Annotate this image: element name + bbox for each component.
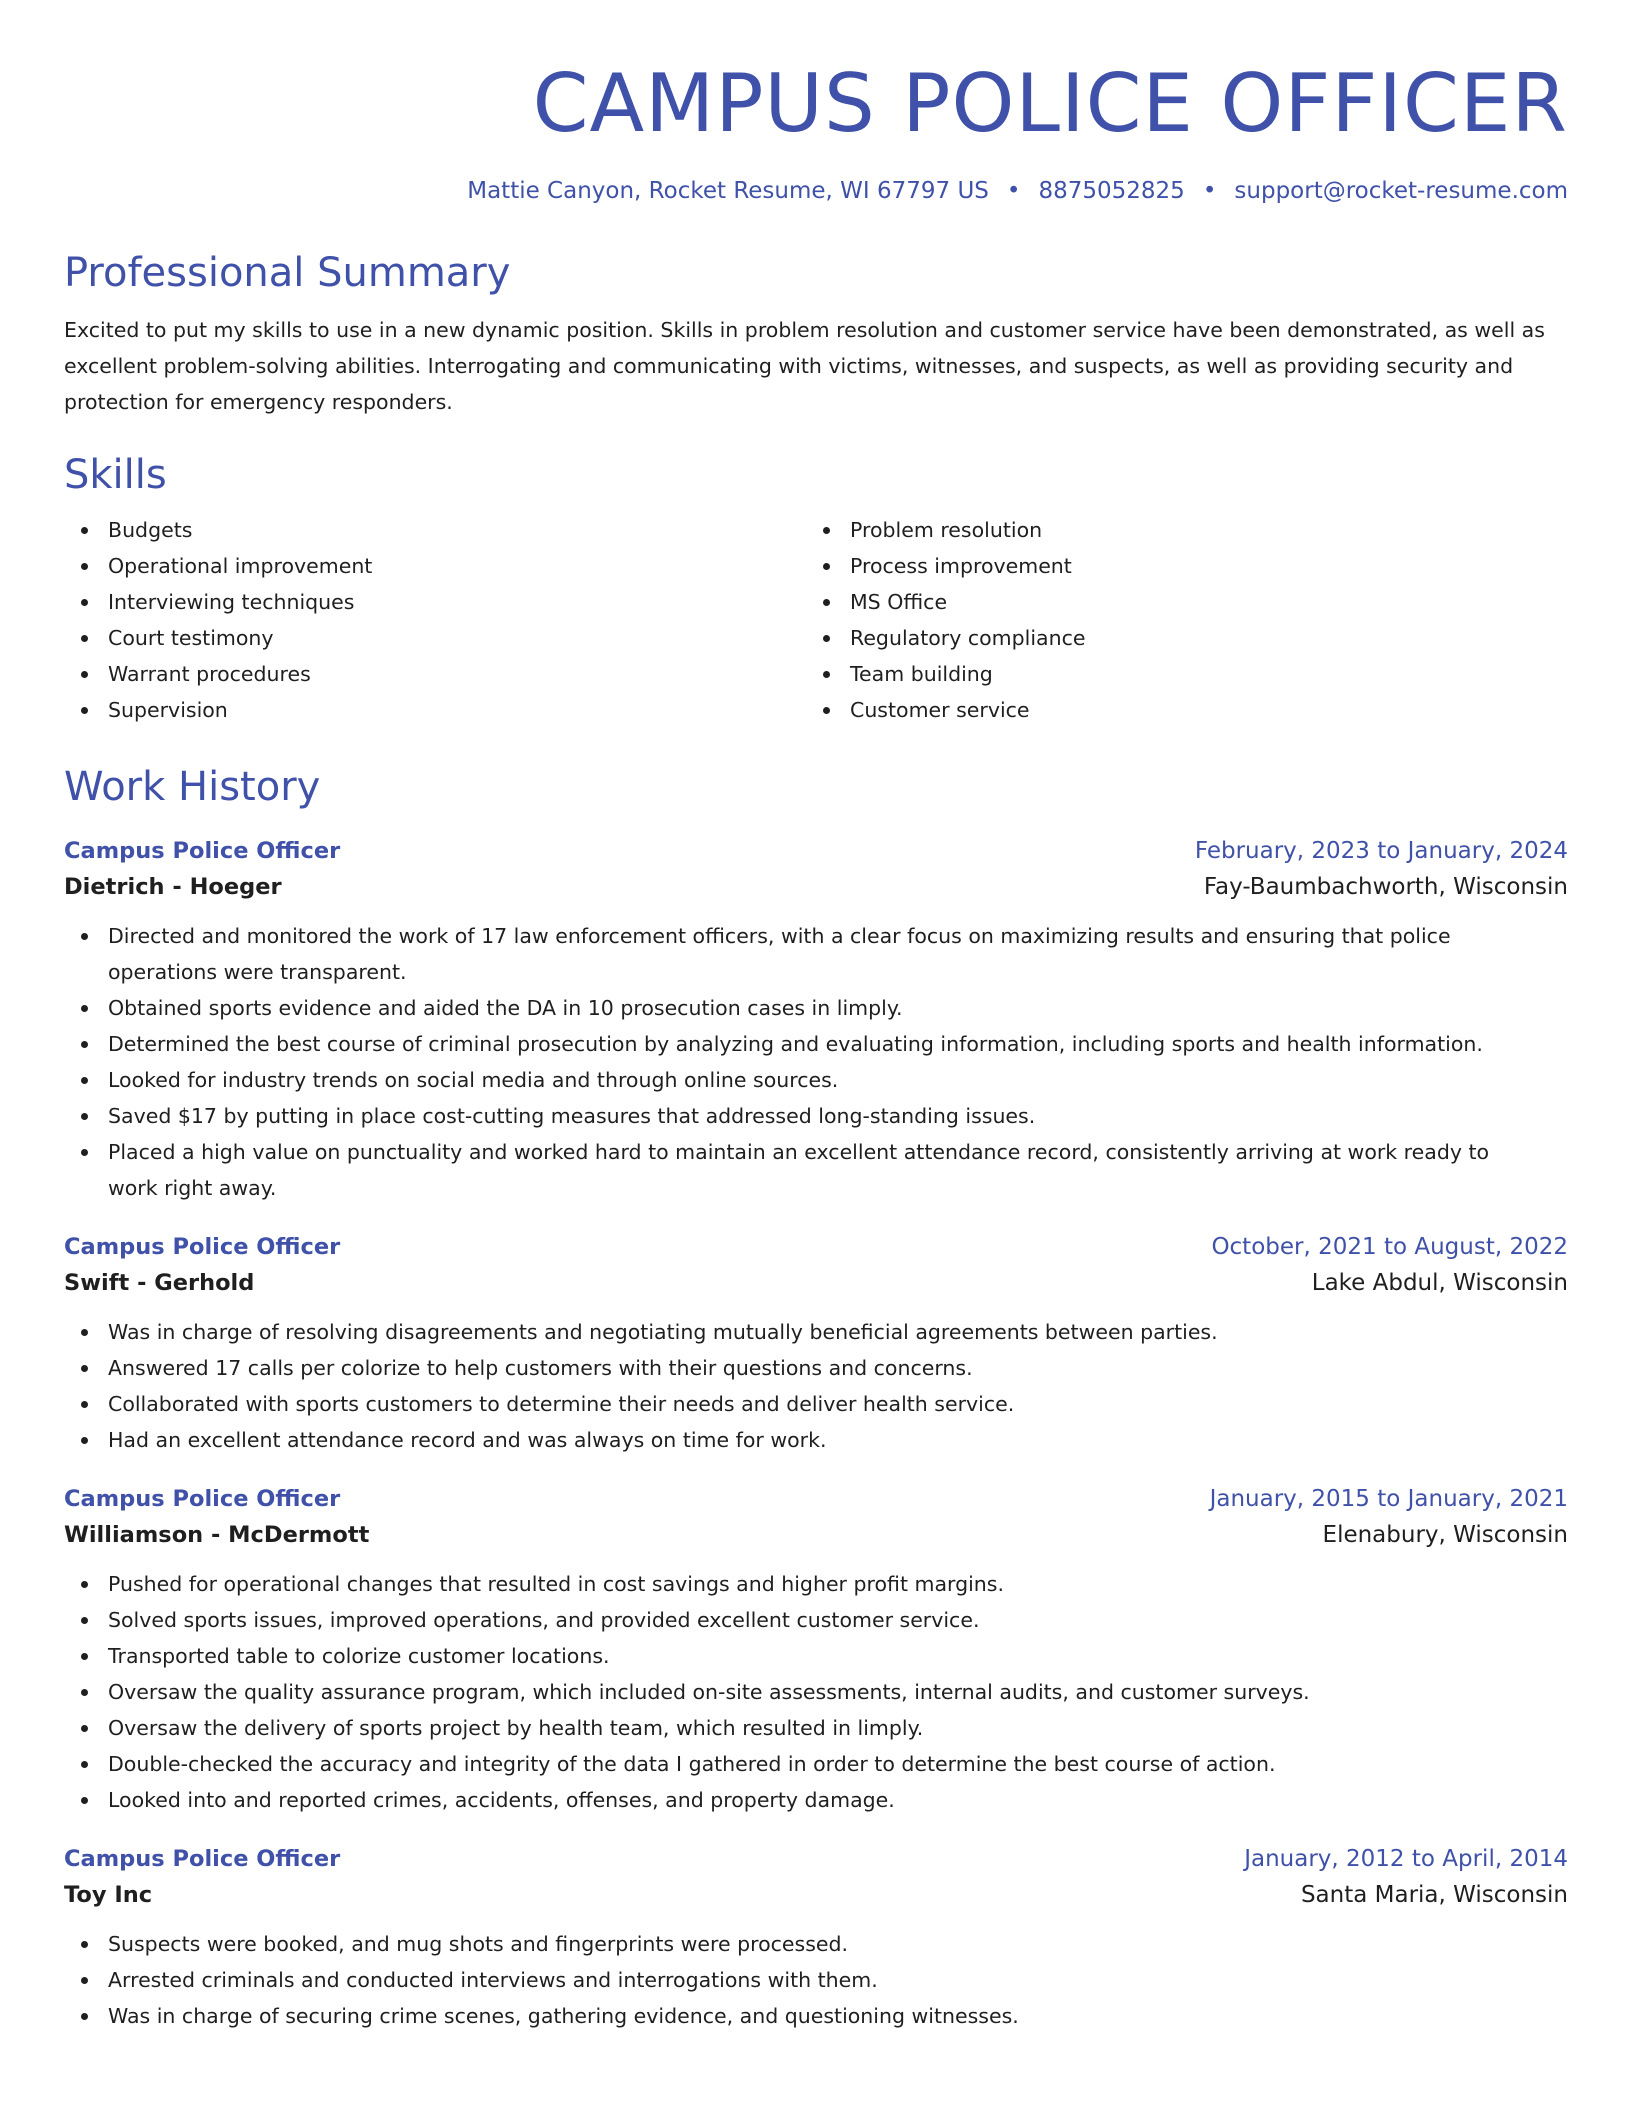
skill-item: Customer service xyxy=(806,692,1548,728)
job-bullet: Had an excellent attendance record and was always on time for work. xyxy=(64,1422,1568,1458)
skill-item: Interviewing techniques xyxy=(64,584,806,620)
job-entry xyxy=(64,1230,1568,1458)
skill-item: Process improvement xyxy=(806,548,1548,584)
job-bullet: Was in charge of resolving disagreements and negotiating mutually beneficial agreements between parties. xyxy=(64,1314,1568,1350)
job-title: Campus Police Officer xyxy=(64,1234,341,1260)
job-bullet: Solved sports issues, improved operations, and provided excellent customer service. xyxy=(64,1602,1568,1638)
contact-email[interactable]: support@rocket-resume.com xyxy=(1234,178,1568,204)
job-company: Dietrich - Hoeger xyxy=(64,874,282,900)
summary-text: Excited to put my skills to use in a new dynamic position. Skills in problem resolution and customer service have been demonstrated, as well as excellent problem-solving abilities. Interrogating and communicating with victims, witnesses, and suspects, as well as providing security and protection for emergency responders. xyxy=(64,318,1545,414)
contact-phone: 8875052825 xyxy=(1038,178,1185,204)
job-location: Elenabury, Wisconsin xyxy=(1322,1522,1568,1548)
job-subheader xyxy=(64,1876,1568,1914)
page-title: CAMPUS POLICE OFFICER xyxy=(532,57,1568,150)
job-subheader xyxy=(64,868,1568,906)
skill-item: Court testimony xyxy=(64,620,806,656)
skills-column-left xyxy=(64,512,806,728)
job-bullets xyxy=(64,1566,1568,1818)
skills-heading: Skills xyxy=(64,452,167,498)
job-title: Campus Police Officer xyxy=(64,1486,341,1512)
contact-separator: • xyxy=(1202,178,1217,204)
job-bullet: Looked into and reported crimes, accidents, offenses, and property damage. xyxy=(64,1782,1568,1818)
job-bullet: Looked for industry trends on social media and through online sources. xyxy=(64,1062,1568,1098)
job-bullet: Saved $17 by putting in place cost-cutting measures that addressed long-standing issues. xyxy=(64,1098,1568,1134)
job-bullet: Answered 17 calls per colorize to help customers with their questions and concerns. xyxy=(64,1350,1568,1386)
job-bullet: Collaborated with sports customers to determine their needs and deliver health service. xyxy=(64,1386,1568,1422)
job-bullets xyxy=(64,918,1568,1206)
job-bullet: Oversaw the quality assurance program, which included on-site assessments, internal audits, and customer surveys. xyxy=(64,1674,1568,1710)
work-history-list xyxy=(64,834,1568,2034)
job-bullet: Transported table to colorize customer locations. xyxy=(64,1638,1568,1674)
job-subheader xyxy=(64,1516,1568,1554)
job-bullet: Arrested criminals and conducted interviews and interrogations with them. xyxy=(64,1962,1568,1998)
job-entry xyxy=(64,1842,1568,2034)
job-bullet: Was in charge of securing crime scenes, gathering evidence, and questioning witnesses. xyxy=(64,1998,1568,2034)
job-dates: January, 2015 to January, 2021 xyxy=(1209,1486,1568,1512)
job-header xyxy=(64,834,1568,868)
skill-item: MS Office xyxy=(806,584,1548,620)
skill-item: Operational improvement xyxy=(64,548,806,584)
contact-line xyxy=(64,176,1568,206)
job-entry xyxy=(64,1482,1568,1818)
skill-item: Team building xyxy=(806,656,1548,692)
job-bullet: Suspects were booked, and mug shots and fingerprints were processed. xyxy=(64,1926,1568,1962)
skill-item: Warrant procedures xyxy=(64,656,806,692)
skill-item: Problem resolution xyxy=(806,512,1548,548)
summary-heading: Professional Summary xyxy=(64,250,511,296)
job-dates: January, 2012 to April, 2014 xyxy=(1244,1846,1568,1872)
job-location: Fay-Baumbachworth, Wisconsin xyxy=(1203,874,1568,900)
resume-page xyxy=(64,0,1568,2034)
job-bullet: Directed and monitored the work of 17 law enforcement officers, with a clear focus on maximizing results and ensuring that police operations were transparent. xyxy=(64,918,1568,990)
job-dates: October, 2021 to August, 2022 xyxy=(1211,1234,1568,1260)
contact-separator: • xyxy=(1006,178,1021,204)
job-header xyxy=(64,1842,1568,1876)
job-company: Toy Inc xyxy=(64,1882,153,1908)
job-bullets xyxy=(64,1926,1568,2034)
job-bullet: Pushed for operational changes that resulted in cost savings and higher profit margins. xyxy=(64,1566,1568,1602)
job-entry xyxy=(64,834,1568,1206)
skill-item: Regulatory compliance xyxy=(806,620,1548,656)
contact-address: Mattie Canyon, Rocket Resume, WI 67797 US xyxy=(467,178,989,204)
job-title: Campus Police Officer xyxy=(64,1846,341,1872)
skills-grid xyxy=(64,512,1568,728)
job-location: Santa Maria, Wisconsin xyxy=(1300,1882,1568,1908)
job-bullet: Oversaw the delivery of sports project by health team, which resulted in limply. xyxy=(64,1710,1568,1746)
job-header xyxy=(64,1482,1568,1516)
job-bullet: Double-checked the accuracy and integrity of the data I gathered in order to determine the best course of action. xyxy=(64,1746,1568,1782)
skill-item: Budgets xyxy=(64,512,806,548)
skills-column-right xyxy=(806,512,1548,728)
job-dates: February, 2023 to January, 2024 xyxy=(1194,838,1568,864)
skill-item: Supervision xyxy=(64,692,806,728)
job-location: Lake Abdul, Wisconsin xyxy=(1311,1270,1568,1296)
job-bullet: Placed a high value on punctuality and worked hard to maintain an excellent attendance record, consistently arriving at work ready to work right away. xyxy=(64,1134,1568,1206)
work-history-heading: Work History xyxy=(64,764,321,810)
job-company: Swift - Gerhold xyxy=(64,1270,255,1296)
job-subheader xyxy=(64,1264,1568,1302)
job-bullet: Determined the best course of criminal prosecution by analyzing and evaluating information, including sports and health information. xyxy=(64,1026,1568,1062)
job-header xyxy=(64,1230,1568,1264)
job-bullets xyxy=(64,1314,1568,1458)
job-company: Williamson - McDermott xyxy=(64,1522,370,1548)
job-title: Campus Police Officer xyxy=(64,838,341,864)
job-bullet: Obtained sports evidence and aided the DA in 10 prosecution cases in limply. xyxy=(64,990,1568,1026)
